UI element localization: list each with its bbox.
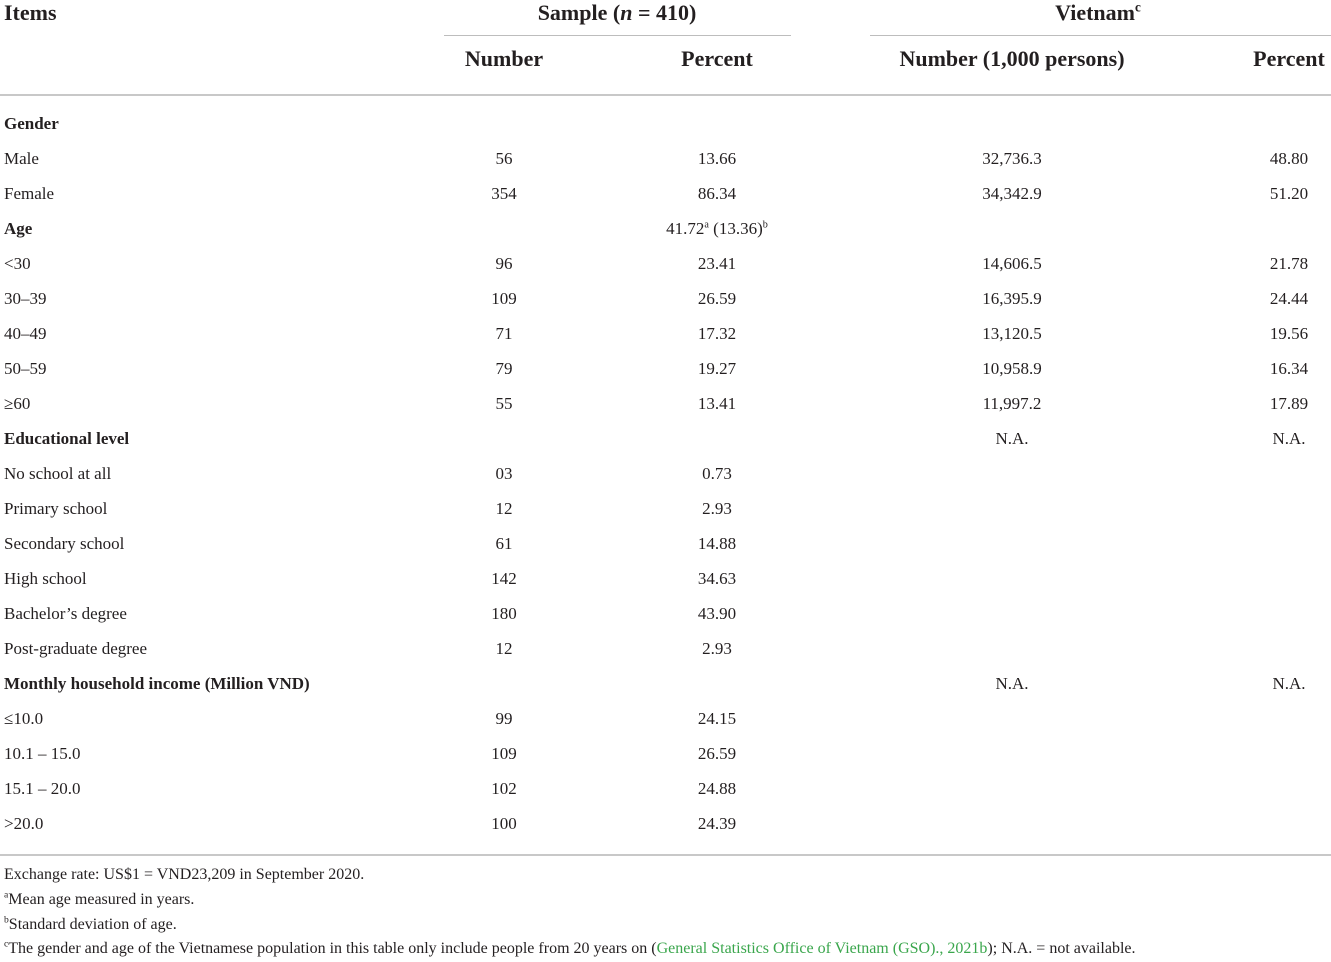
row-label: 50–59 [4, 359, 47, 378]
table-row [0, 351, 1331, 386]
footnote-b-mark: b [4, 914, 9, 926]
row-label: <30 [4, 254, 31, 273]
age-mean: 41.72 [666, 219, 705, 238]
table-row [0, 456, 1331, 491]
footnote-b [4, 916, 177, 934]
footnote-c-mark: c [4, 938, 9, 950]
table-row [0, 596, 1331, 631]
table-row [0, 176, 1331, 211]
sample-number-cell: 142 [491, 569, 517, 588]
vietnam-number-cell: 11,997.2 [982, 394, 1042, 413]
sample-percent-cell: 14.88 [697, 534, 737, 553]
sample-percent-cell: 19.27 [697, 359, 737, 378]
vietnam-percent-cell: N.A. [1272, 674, 1306, 693]
row-label: Male [4, 149, 39, 168]
age-sd: (13.36) [708, 219, 763, 238]
row-label: 10.1 – 15.0 [4, 744, 81, 763]
vietnam-number-cell: N.A. [995, 429, 1029, 448]
section-row [0, 666, 1331, 701]
footnote-a-text: Mean age measured in years. [8, 891, 195, 908]
sample-number-cell: 96 [495, 254, 513, 273]
row-label: ≤10.0 [4, 709, 44, 728]
sample-number-cell: 354 [491, 184, 517, 203]
footnote-exchange: Exchange rate: US$1 = VND23,209 in September 2020. [4, 866, 365, 883]
sample-percent-cell: 24.39 [697, 814, 737, 833]
age-sd-sup: b [762, 219, 768, 231]
section-label: Monthly household income (Million VND) [4, 674, 310, 693]
vietnam-group-rule [870, 35, 1331, 36]
vietnam-number-cell: 32,736.3 [982, 149, 1042, 168]
sample-number-cell: 99 [495, 709, 513, 728]
age-mean-sup: a [704, 219, 709, 231]
row-label: No school at all [4, 464, 112, 483]
table-row [0, 281, 1331, 316]
footnote-c-text-after: ); N.A. = not available. [987, 940, 1136, 957]
section-row [0, 211, 1331, 246]
footnote-c [4, 940, 1136, 958]
vietnam-percent-cell: 51.20 [1269, 184, 1309, 203]
header-vn-number: Number (1,000 persons) [899, 46, 1125, 71]
sample-percent-cell: 26.59 [697, 744, 737, 763]
sample-percent-cell: 24.88 [697, 779, 737, 798]
header-sample-label: Sample ( [537, 0, 621, 25]
vietnam-percent-cell: N.A. [1272, 429, 1306, 448]
footnote-a [4, 891, 194, 909]
table-row [0, 316, 1331, 351]
row-label: High school [4, 569, 87, 588]
sample-percent-cell: 26.59 [697, 289, 737, 308]
sample-number-cell: 102 [491, 779, 517, 798]
sample-percent-cell: 43.90 [697, 604, 737, 623]
row-label: 40–49 [4, 324, 47, 343]
row-label: Primary school [4, 499, 108, 518]
table-row [0, 771, 1331, 806]
sample-percent-cell: 86.34 [697, 184, 737, 203]
sample-percent-cell: 2.93 [702, 499, 732, 518]
section-label: Age [4, 219, 33, 238]
row-label: 30–39 [4, 289, 47, 308]
table-row [0, 736, 1331, 771]
header-sample-value: = 410) [632, 0, 697, 25]
sample-percent-cell: 24.15 [697, 709, 737, 728]
header-sample-n: n [620, 0, 633, 25]
sample-number-cell: 100 [491, 814, 517, 833]
sample-percent-cell: 34.63 [697, 569, 737, 588]
table-row [0, 806, 1331, 841]
vietnam-percent-cell: 17.89 [1269, 394, 1309, 413]
table-row [0, 701, 1331, 736]
sample-number-cell: 56 [495, 149, 513, 168]
sample-percent-cell: 0.73 [702, 464, 732, 483]
header-vietnam-label: Vietnam [1055, 0, 1135, 25]
table-row [0, 631, 1331, 666]
vietnam-percent-cell: 21.78 [1269, 254, 1309, 273]
vietnam-percent-cell: 24.44 [1269, 289, 1309, 308]
header-vn-percent: Percent [1253, 46, 1325, 71]
vietnam-percent-cell: 16.34 [1269, 359, 1309, 378]
sample-percent-cell: 23.41 [697, 254, 737, 273]
table-row [0, 526, 1331, 561]
footnote-b-text: Standard deviation of age. [8, 916, 177, 933]
table-row [0, 386, 1331, 421]
table-row [0, 491, 1331, 526]
sample-number-cell: 55 [495, 394, 513, 413]
sample-number-cell: 79 [495, 359, 513, 378]
gso-citation-link[interactable]: General Statistics Office of Vietnam (GSO)., 2021b [656, 940, 988, 957]
section-label: Educational level [4, 429, 130, 448]
header-percent: Percent [681, 46, 753, 71]
sample-number-cell: 03 [495, 464, 513, 483]
sample-percent-cell: 13.66 [697, 149, 737, 168]
vietnam-number-cell: 16,395.9 [982, 289, 1042, 308]
sample-number-cell: 109 [491, 744, 517, 763]
section-label: Gender [4, 114, 59, 133]
row-label: Bachelor’s degree [4, 604, 127, 623]
table-row [0, 246, 1331, 281]
header-items: Items [4, 0, 57, 25]
section-row [0, 106, 1331, 141]
sample-number-cell: 12 [495, 639, 513, 658]
sample-group-rule [444, 35, 791, 36]
vietnam-number-cell: 34,342.9 [982, 184, 1042, 203]
sample-percent-cell: 17.32 [697, 324, 737, 343]
vietnam-number-cell: 13,120.5 [982, 324, 1042, 343]
row-label: 15.1 – 20.0 [4, 779, 81, 798]
footnote-a-mark: a [4, 889, 9, 901]
vietnam-number-cell: 10,958.9 [982, 359, 1042, 378]
sample-number-cell: 109 [491, 289, 517, 308]
vietnam-percent-cell: 19.56 [1269, 324, 1309, 343]
header-vietnam [1055, 0, 1141, 26]
sample-percent-cell: 13.41 [697, 394, 737, 413]
header-sample [538, 0, 697, 26]
row-label: Post-graduate degree [4, 639, 148, 658]
sample-number-cell: 61 [495, 534, 513, 553]
row-label: Secondary school [4, 534, 125, 553]
table-body [0, 106, 1331, 841]
row-label: Female [4, 184, 55, 203]
table-row [0, 561, 1331, 596]
header-vietnam-sup: c [1134, 0, 1141, 15]
sample-number-cell: 71 [495, 324, 513, 343]
header-bottom-rule [0, 94, 1331, 96]
sample-number-cell: 180 [491, 604, 517, 623]
row-label: >20.0 [4, 814, 44, 833]
vietnam-number-cell: 14,606.5 [982, 254, 1042, 273]
sample-percent-cell: 2.93 [702, 639, 732, 658]
footnote-c-text-before: The gender and age of the Vietnamese population in this table only include people from 20 years on ( [8, 940, 657, 957]
table-bottom-rule [0, 854, 1331, 856]
section-row [0, 421, 1331, 456]
vietnam-number-cell: N.A. [995, 674, 1029, 693]
row-label: ≥60 [4, 394, 31, 413]
vietnam-percent-cell: 48.80 [1269, 149, 1309, 168]
age-mean-sd [666, 211, 768, 246]
sample-number-cell: 12 [495, 499, 513, 518]
header-number: Number [464, 46, 544, 71]
table-row [0, 141, 1331, 176]
